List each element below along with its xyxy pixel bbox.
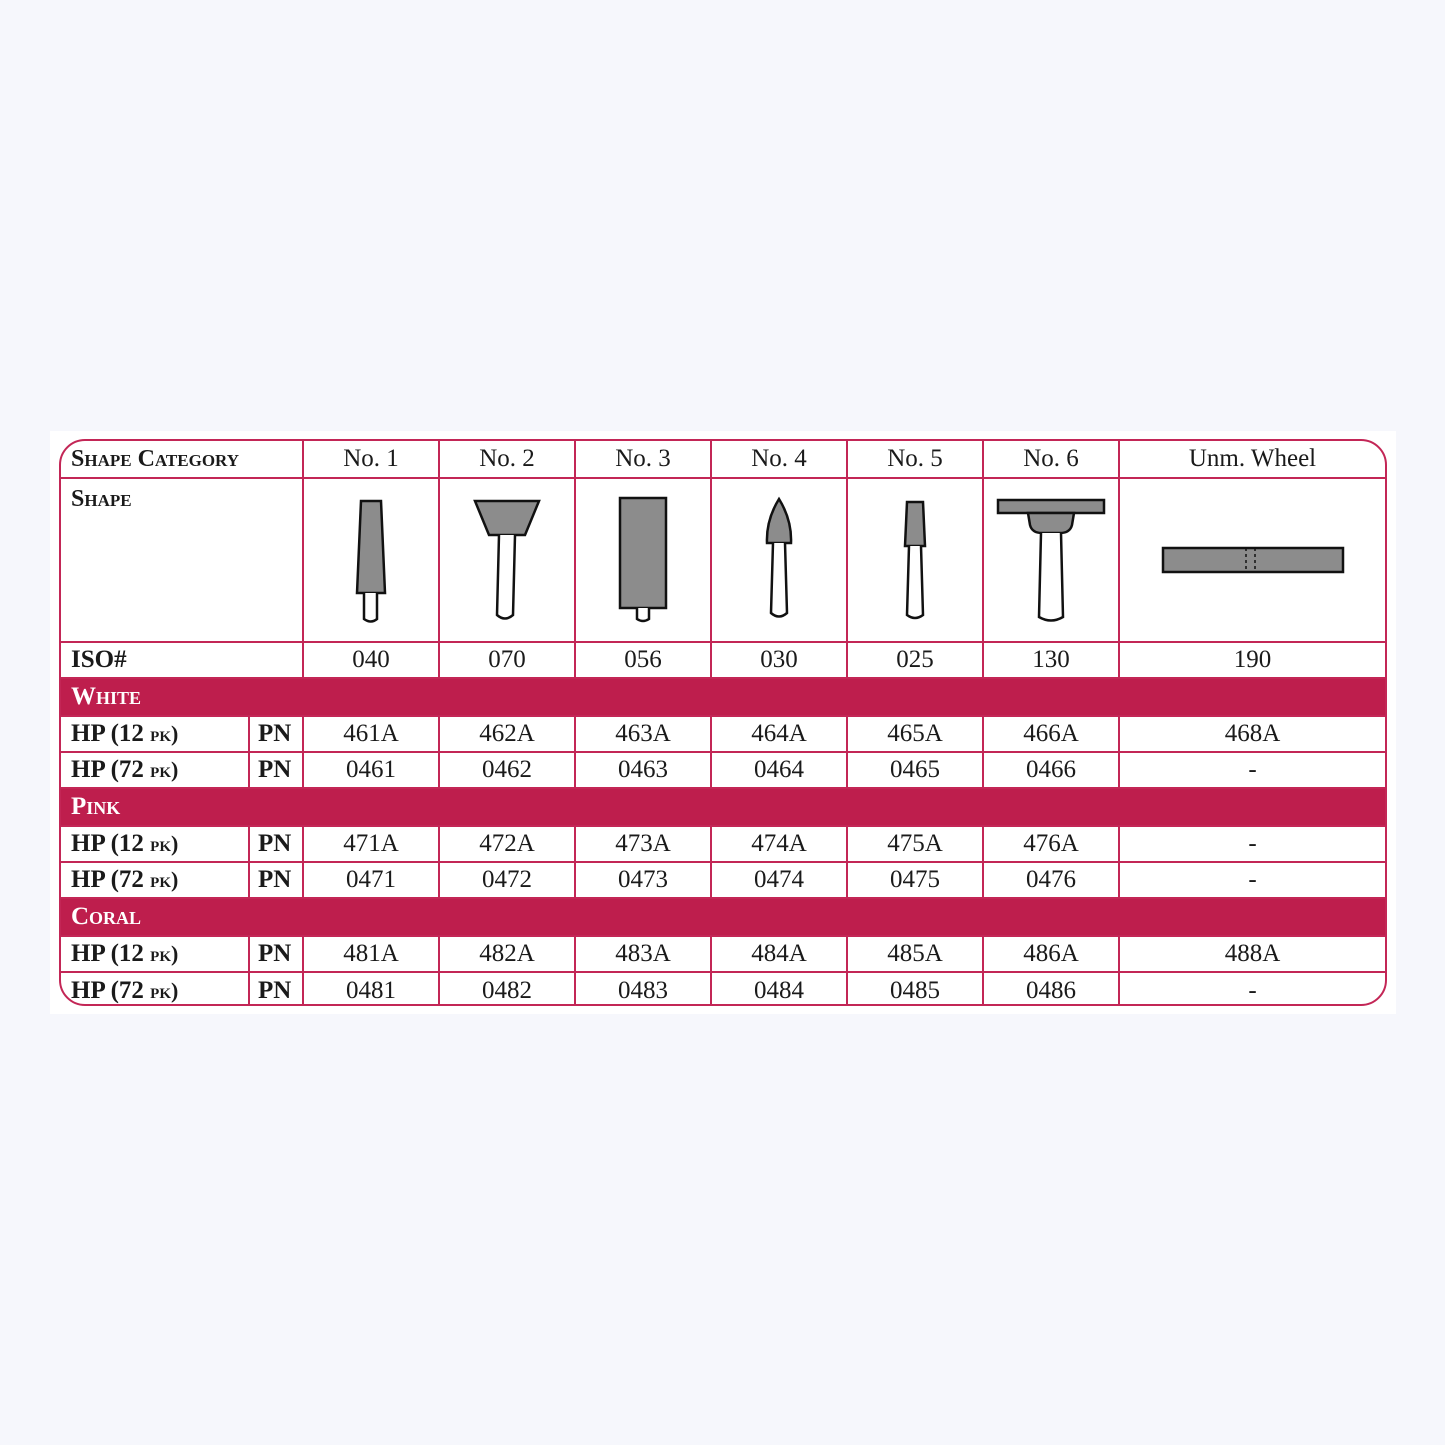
part-number: 465A xyxy=(847,716,983,752)
part-number: 485A xyxy=(847,936,983,972)
iso-value: 070 xyxy=(439,642,575,678)
table-row xyxy=(61,716,1385,752)
part-number: 0475 xyxy=(847,862,983,898)
part-number: 0465 xyxy=(847,752,983,788)
iso-value: 190 xyxy=(1119,642,1385,678)
part-number: 0486 xyxy=(983,972,1119,1006)
small-taper-shape-icon xyxy=(890,495,940,625)
part-number: 0464 xyxy=(711,752,847,788)
group-label: White xyxy=(61,678,1385,716)
table-row xyxy=(61,862,1385,898)
part-number: 481A xyxy=(303,936,439,972)
iso-label: ISO# xyxy=(61,642,303,678)
unmounted-wheel-shape-icon xyxy=(1158,540,1348,580)
part-number: 472A xyxy=(439,826,575,862)
row-label: HP (72 pk) xyxy=(61,862,249,898)
part-number: - xyxy=(1119,862,1385,898)
flame-shape-icon xyxy=(754,495,804,625)
part-number: 0485 xyxy=(847,972,983,1006)
shape-cell xyxy=(1119,478,1385,642)
table-row xyxy=(61,936,1385,972)
column-header: No. 4 xyxy=(711,441,847,478)
iso-value: 040 xyxy=(303,642,439,678)
table-row xyxy=(61,826,1385,862)
row-label: HP (72 pk) xyxy=(61,972,249,1006)
shape-category-label: Shape Category xyxy=(61,441,303,478)
part-number: 0471 xyxy=(303,862,439,898)
column-header: No. 3 xyxy=(575,441,711,478)
pn-label: PN xyxy=(249,862,303,898)
iso-row xyxy=(61,642,1385,678)
part-number: 0462 xyxy=(439,752,575,788)
part-number: 484A xyxy=(711,936,847,972)
shape-cell xyxy=(847,478,983,642)
row-label: HP (72 pk) xyxy=(61,752,249,788)
row-label: HP (12 pk) xyxy=(61,936,249,972)
column-header: No. 6 xyxy=(983,441,1119,478)
part-number: 482A xyxy=(439,936,575,972)
part-number: 488A xyxy=(1119,936,1385,972)
part-number: 0474 xyxy=(711,862,847,898)
part-number: 0466 xyxy=(983,752,1119,788)
part-number: 471A xyxy=(303,826,439,862)
inverted-cone-shape-icon xyxy=(472,495,542,625)
column-header: Unm. Wheel xyxy=(1119,441,1385,478)
pn-label: PN xyxy=(249,972,303,1006)
part-number: 0476 xyxy=(983,862,1119,898)
part-number: 0472 xyxy=(439,862,575,898)
part-number: 464A xyxy=(711,716,847,752)
column-header: No. 2 xyxy=(439,441,575,478)
part-number: 461A xyxy=(303,716,439,752)
group-label: Pink xyxy=(61,788,1385,826)
shape-cell xyxy=(575,478,711,642)
part-number: 486A xyxy=(983,936,1119,972)
product-table xyxy=(59,439,1387,1006)
shape-label: Shape xyxy=(61,478,303,642)
part-number: 466A xyxy=(983,716,1119,752)
row-label: HP (12 pk) xyxy=(61,716,249,752)
part-number: 474A xyxy=(711,826,847,862)
part-number: 476A xyxy=(983,826,1119,862)
pn-label: PN xyxy=(249,716,303,752)
row-label: HP (12 pk) xyxy=(61,826,249,862)
iso-value: 025 xyxy=(847,642,983,678)
part-number: 0473 xyxy=(575,862,711,898)
group-band-coral xyxy=(61,898,1385,936)
pn-label: PN xyxy=(249,936,303,972)
part-number: - xyxy=(1248,976,1257,1004)
part-number: - xyxy=(1119,752,1385,788)
table-row xyxy=(61,972,1385,1006)
shape-cell xyxy=(303,478,439,642)
part-number: 0482 xyxy=(439,972,575,1006)
column-header: No. 5 xyxy=(847,441,983,478)
header-row xyxy=(61,441,1385,478)
group-label: Coral xyxy=(61,898,1385,936)
part-number: 0463 xyxy=(575,752,711,788)
part-number: 0484 xyxy=(711,972,847,1006)
part-number: 473A xyxy=(575,826,711,862)
column-header: No. 1 xyxy=(303,441,439,478)
part-number: 483A xyxy=(575,936,711,972)
part-number: - xyxy=(1119,826,1385,862)
part-number: 462A xyxy=(439,716,575,752)
iso-value: 030 xyxy=(711,642,847,678)
group-band-pink xyxy=(61,788,1385,826)
knife-edge-wheel-shape-icon xyxy=(996,495,1106,625)
shape-cell xyxy=(439,478,575,642)
iso-value: 056 xyxy=(575,642,711,678)
shape-cell xyxy=(983,478,1119,642)
part-number: 0461 xyxy=(303,752,439,788)
pn-label: PN xyxy=(249,826,303,862)
pn-label: PN xyxy=(249,752,303,788)
iso-value: 130 xyxy=(983,642,1119,678)
table-row xyxy=(61,752,1385,788)
part-number: 475A xyxy=(847,826,983,862)
tapered-cylinder-shape-icon xyxy=(341,495,401,625)
part-number: 0481 xyxy=(303,972,439,1006)
cylinder-shape-icon xyxy=(613,495,673,625)
part-number: 468A xyxy=(1119,716,1385,752)
shape-cell xyxy=(711,478,847,642)
part-number: 0483 xyxy=(575,972,711,1006)
group-band-white xyxy=(61,678,1385,716)
part-number: 463A xyxy=(575,716,711,752)
shape-row xyxy=(61,478,1385,642)
